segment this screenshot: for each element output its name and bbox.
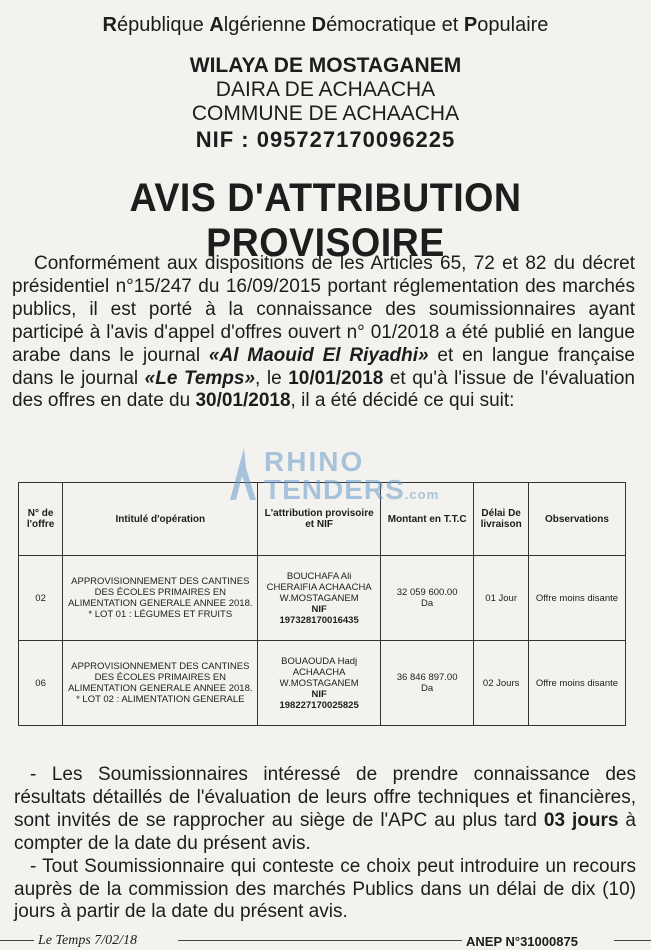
cell-observations: Offre moins disante	[528, 641, 625, 726]
wilaya-heading: WILAYA DE MOSTAGANEM	[189, 54, 462, 77]
amount-value: 36 846 897.00	[396, 672, 458, 683]
watermark-line1: RHINO	[264, 446, 365, 477]
cell-attribution	[258, 556, 380, 641]
attribution-nif: 198227170025825	[279, 699, 359, 711]
newspaper-credit: Le Temps 7/02/18	[38, 933, 138, 948]
notice-title: AVIS D'ATTRIBUTION PROVISOIRE	[129, 176, 522, 265]
cell-amount	[380, 556, 474, 641]
table-row	[19, 641, 626, 726]
amount-currency: Da	[421, 683, 434, 694]
attribution-name: BOUAOUDA Hadj ACHAACHA W.MOSTAGANEM	[279, 655, 359, 689]
footer-rule-left	[0, 940, 34, 941]
attribution-nif-label: NIF	[311, 603, 327, 615]
consultation-paragraph: - Les Soumissionnaires intéressé de prendre connaissance des résultats détaillés de l'évaluation de leurs offre techniques et financières, sont invités de se rapprocher au siège de l'APC au plus tard 03 jours à compter de la date du présent avis.	[14, 764, 636, 854]
commune-heading: COMMUNE DE ACHAACHA	[191, 102, 460, 125]
cell-delay: 02 Jours	[474, 641, 528, 726]
anep-reference: ANEP N°31000875	[466, 934, 578, 949]
watermark-line2: TENDERS.com	[264, 474, 440, 505]
republic-heading: République Algérienne Démocratique et Populaire	[102, 14, 549, 36]
attribution-nif: 197328170016435	[279, 614, 359, 626]
table-row	[19, 556, 626, 641]
cell-observations: Offre moins disante	[528, 556, 625, 641]
cell-delay: 01 Jour	[474, 556, 528, 641]
cell-operation: APPROVISIONNEMENT DES CANTINES DES ÉCOLES PRIMAIRES EN ALIMENTATION GENERALE ANNEE 2018. * LOT 02 : ALIMENTATION GENERALE	[63, 641, 258, 726]
awards-table	[18, 482, 626, 726]
header-offer-number: N° de l'offre	[19, 483, 63, 556]
daira-heading: DAIRA DE ACHAACHA	[215, 78, 436, 101]
amount-currency: Da	[421, 598, 434, 609]
appeal-paragraph: - Tout Soumissionnaire qui conteste ce choix peut introduire un recours auprès de la commission des marchés Publics dans un délai de dix (10) jours à partir de la date du présent avis.	[14, 855, 636, 923]
cell-offer-number: 06	[19, 641, 63, 726]
header-observations: Observations	[528, 483, 625, 556]
footer-rule-right	[614, 940, 651, 941]
amount-value: 32 059 600.00	[396, 587, 458, 598]
header-delay: Délai De livraison	[474, 483, 528, 556]
footer-rule-middle	[178, 940, 462, 941]
closing-paragraphs	[14, 764, 636, 924]
header-operation: Intitulé d'opération	[63, 483, 258, 556]
table-header-row	[19, 483, 626, 556]
cell-offer-number: 02	[19, 556, 63, 641]
cell-amount	[380, 641, 474, 726]
intro-paragraph: Conformément aux dispositions de les Articles 65, 72 et 82 du décret présidentiel n°15/247 du 16/09/2015 portant réglementation des marchés publics, il est porté à la connaissance des soumissionnaires ayant participé à l'avis d'appel d'offres ouvert n° 01/2018 a été publié en langue arabe dans le journal «Al Maouid El Riyadhi» et en langue française dans le journal «Le Temps», le 10/01/2018 et qu'à l'issue de l'évaluation des offres en date du 30/01/2018, il a été décidé ce qui suit:	[12, 253, 635, 412]
header-amount: Montant en T.T.C	[380, 483, 474, 556]
attribution-name: BOUCHAFA Ali CHERAIFIA ACHAACHA W.MOSTAGANEM	[266, 570, 372, 604]
cell-operation: APPROVISIONNEMENT DES CANTINES DES ÉCOLES PRIMAIRES EN ALIMENTATION GENERALE ANNEE 2018. * LOT 01 : LÉGUMES ET FRUITS	[63, 556, 258, 641]
nif-heading: NIF : 095727170096225	[195, 127, 456, 152]
cell-attribution	[258, 641, 380, 726]
header-attribution: L'attribution provisoire et NIF	[258, 483, 380, 556]
attribution-nif-label: NIF	[311, 688, 327, 700]
